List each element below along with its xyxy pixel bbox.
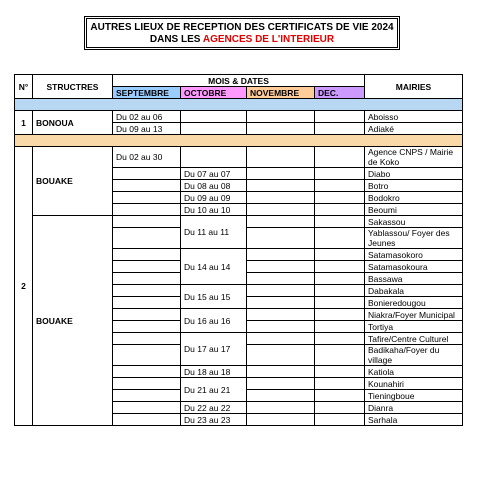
- mairie-cell: Satamasokoro: [365, 249, 463, 261]
- date-cell: Du 11 au 11: [181, 216, 247, 249]
- mairie-cell: Agence CNPS / Mairie de Koko: [365, 147, 463, 168]
- structure-name: BOUAKE: [33, 147, 113, 216]
- separator-band: [15, 99, 463, 111]
- schedule-table: [14, 74, 463, 426]
- mairie-cell: Katiola: [365, 366, 463, 378]
- date-cell: Du 14 au 14: [181, 249, 247, 285]
- mairie-cell: Aboisso: [365, 111, 463, 123]
- month-dec: DEC.: [315, 87, 365, 99]
- mairie-cell: Botro: [365, 180, 463, 192]
- mairie-cell: Dianra: [365, 402, 463, 414]
- mairie-cell: Bassawa: [365, 273, 463, 285]
- date-cell: Du 16 au 16: [181, 309, 247, 333]
- header-mairies: MAIRIES: [365, 75, 463, 99]
- row-num: 1: [15, 111, 33, 135]
- mairie-cell: Bonieredougou: [365, 297, 463, 309]
- mairie-cell: Niakra/Foyer Municipal: [365, 309, 463, 321]
- title-line-2: [87, 34, 397, 46]
- date-cell: Du 23 au 23: [181, 414, 247, 426]
- structure-name: BONOUA: [33, 111, 113, 135]
- mairie-cell: Tieningboue: [365, 390, 463, 402]
- date-cell: Du 02 au 06: [113, 111, 181, 123]
- mairie-cell: Bodokro: [365, 192, 463, 204]
- mairie-cell: Diabo: [365, 168, 463, 180]
- mairie-cell: Sakassou: [365, 216, 463, 228]
- mairie-cell: Adiaké: [365, 123, 463, 135]
- date-cell: Du 15 au 15: [181, 285, 247, 309]
- separator-band: [15, 135, 463, 147]
- date-cell: Du 09 au 13: [113, 123, 181, 135]
- date-cell: Du 18 au 18: [181, 366, 247, 378]
- title-prefix: DANS LES: [149, 34, 203, 45]
- date-cell: Du 08 au 08: [181, 180, 247, 192]
- mairie-cell: Badikaha/Foyer du village: [365, 345, 463, 366]
- date-cell: Du 07 au 07: [181, 168, 247, 180]
- date-cell: Du 10 au 10: [181, 204, 247, 216]
- date-cell: Du 22 au 22: [181, 402, 247, 414]
- header-mois: MOIS & DATES: [113, 75, 365, 87]
- mairie-cell: Satamasokoura: [365, 261, 463, 273]
- header-structures: STRUCTRES: [33, 75, 113, 99]
- title-highlight: AGENCES DE L'INTERIEUR: [202, 34, 335, 45]
- mairie-cell: Tortiya: [365, 321, 463, 333]
- mairie-cell: Sarhala: [365, 414, 463, 426]
- header-num: N°: [15, 75, 33, 99]
- month-octobre: OCTOBRE: [181, 87, 247, 99]
- date-cell: Du 21 au 21: [181, 378, 247, 402]
- date-cell: Du 17 au 17: [181, 333, 247, 366]
- mairie-cell: Beoumi: [365, 204, 463, 216]
- mairie-cell: Dabakala: [365, 285, 463, 297]
- month-septembre: SEPTEMBRE: [113, 87, 181, 99]
- row-num: 2: [15, 147, 33, 426]
- mairie-cell: Yablassou/ Foyer des Jeunes: [365, 228, 463, 249]
- date-cell: Du 09 au 09: [181, 192, 247, 204]
- document-title: [84, 16, 400, 50]
- mairie-cell: Tafire/Centre Culturel: [365, 333, 463, 345]
- title-line-1: AUTRES LIEUX DE RECEPTION DES CERTIFICATS DE VIE 2024: [90, 22, 394, 33]
- month-novembre: NOVEMBRE: [247, 87, 315, 99]
- mairie-cell: Kounahiri: [365, 378, 463, 390]
- date-cell: Du 02 au 30: [113, 147, 181, 168]
- structure-name: BOUAKE: [33, 216, 113, 426]
